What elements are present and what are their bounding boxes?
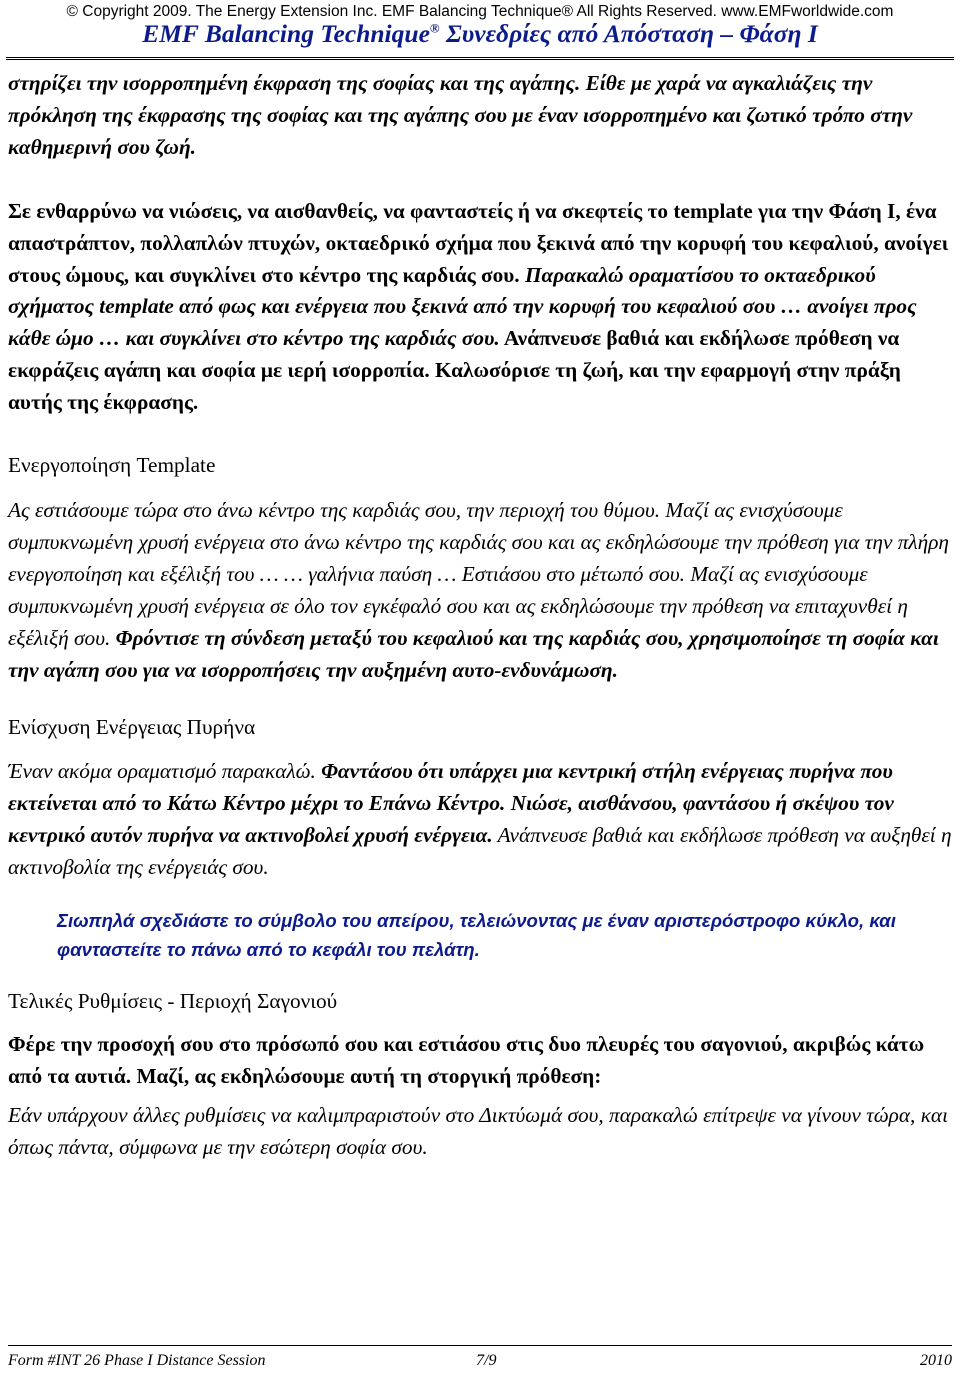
registered-mark: ®	[429, 20, 440, 36]
footer-year: 2010	[920, 1352, 952, 1369]
copyright-line: © Copyright 2009. The Energy Extension Inc. EMF Balancing Technique® All Rights Reserved. www.EMFworldwide.com	[66, 3, 894, 20]
header-title-main: EMF Balancing Technique	[142, 19, 430, 48]
footer-divider	[8, 1345, 952, 1346]
paragraph-template-a: Σε ενθαρρύνω να νιώσεις, να αισθανθείς, να φανταστείς ή να σκεφτείς το template για την Φάση I, ένα απαστράπτον, πολλαπλών πτυχών, οκταεδρικό σχήμα που ξεκινά από την κορυφή του κεφαλιού, ανοίγει στους ώμους, και συγκλίνει στο κέντρο της καρδιάς σου.	[8, 198, 949, 287]
paragraph-calibration: Εάν υπάρχουν άλλες ρυθμίσεις να καλιμπραριστούν στο Δικτύωμά σου, παρακαλώ επίτρεψε να γίνουν τώρα, και όπως πάντα, σύμφωνα με την εσώτερη σοφία σου.	[8, 1102, 949, 1159]
paragraph-core-energy	[8, 756, 956, 884]
paragraph-template	[8, 196, 956, 419]
paragraph-core-energy-c: Ανάπνευσε βαθιά και εκδήλωσε πρόθεση να αυξηθεί η ακτινοβολία της ενέργειάς σου.	[8, 823, 952, 880]
paragraph-core-energy-a: Έναν ακόμα οραματισμό παρακαλώ.	[8, 759, 316, 784]
paragraph-core-energy-b: Φαντάσου ότι υπάρχει μια κεντρική στήλη ενέργειας πυρήνα που εκτείνεται από το Κάτω Κέντρο μέχρι το Επάνω Κέντρο. Νιώσε, αισθάνσου, φαντάσου ή σκέψου τον κεντρικό αυτόν πυρήνα να ακτινοβολεί χρυσή ενέργεια.	[8, 759, 894, 848]
header-title-rest: Συνεδρίες από Απόσταση – Φάση I	[439, 19, 818, 48]
paragraph-jaw: Φέρε την προσοχή σου στο πρόσωπό σου και εστιάσου στις δυο πλευρές του σαγονιού, ακριβώς κάτω από τα αυτιά. Μαζί, ας εκδηλώσουμε αυτή τη στοργική πρόθεση:	[8, 1031, 925, 1088]
practitioner-note: Σιωπηλά σχεδιάστε το σύμβολο του απείρου, τελειώνοντας με έναν αριστερόστροφο κύκλο, και φανταστείτε το πάνω από το κεφάλι του πελάτη.	[57, 909, 896, 960]
footer-page-number: 7/9	[476, 1352, 497, 1369]
paragraph-template-c: Ανάπνευσε βαθιά και εκδήλωσε πρόθεση να εκφράζεις αγάπη και σοφία με ιερή ισορροπία. Καλωσόρισε τη ζωή, και την εφαρμογή στην πράξη αυτής της έκφρασης.	[8, 326, 901, 415]
paragraph-activation-b: Φρόντισε τη σύνδεση μεταξύ του κεφαλιού και της καρδιάς σου, χρησιμοποίησε τη σοφία και την αγάπη σου για να ισορροπήσεις την αυξημένη αυτο-ενδυνάμωση.	[8, 625, 939, 682]
paragraph-activation-a: Ας εστιάσουμε τώρα στο άνω κέντρο της καρδιάς σου, την περιοχή του θύμου. Μαζί ας ενισχύσουμε συμπυκνωμένη χρυσή ενέργεια στο άνω κέντρο της καρδιάς σου και ας εκδηλώσουμε την πρόθεση για την πλήρη ενεργοποίηση και εξέλιξή του … … γαλήνια παύση … Εστιάσου στο μέτωπό σου. Μαζί ας ενισχύσουμε συμπυκνωμένη χρυσή ενέργεια σε όλο τον εγκέφαλό σου και ας εκδηλώσουμε την πρόθεση να επιταχυνθεί η εξέλιξή σου.	[8, 497, 949, 650]
heading-template-activation: Ενεργοποίηση Template	[8, 453, 216, 478]
document-body	[8, 68, 956, 1163]
paragraph-activation	[8, 495, 956, 686]
heading-core-energy: Ενίσχυση Ενέργειας Πυρήνα	[8, 715, 256, 740]
paragraph-intro: στηρίζει την ισορροπημένη έκφραση της σοφίας και της αγάπης. Είθε με χαρά να αγκαλιάζεις την πρόκληση της έκφρασης της σοφίας και της αγάπης σου με έναν ισορροπημένο και ζωτικό τρόπο στην καθημερινή σου ζωή.	[8, 71, 913, 159]
footer-form-id: Form #INT 26 Phase I Distance Session	[8, 1352, 266, 1369]
heading-jaw-area: Τελικές Ρυθμίσεις - Περιοχή Σαγονιού	[8, 988, 338, 1013]
header-divider	[6, 57, 954, 60]
paragraph-template-b: Παρακαλώ οραματίσου το οκταεδρικού σχήματος template από φως και ενέργεια που ξεκινά από την κορυφή του κεφαλιού σου … ανοίγει προς κάθε ώμο … και συγκλίνει στο κέντρο της καρδιάς σου.	[8, 262, 917, 351]
header-title	[0, 19, 960, 49]
